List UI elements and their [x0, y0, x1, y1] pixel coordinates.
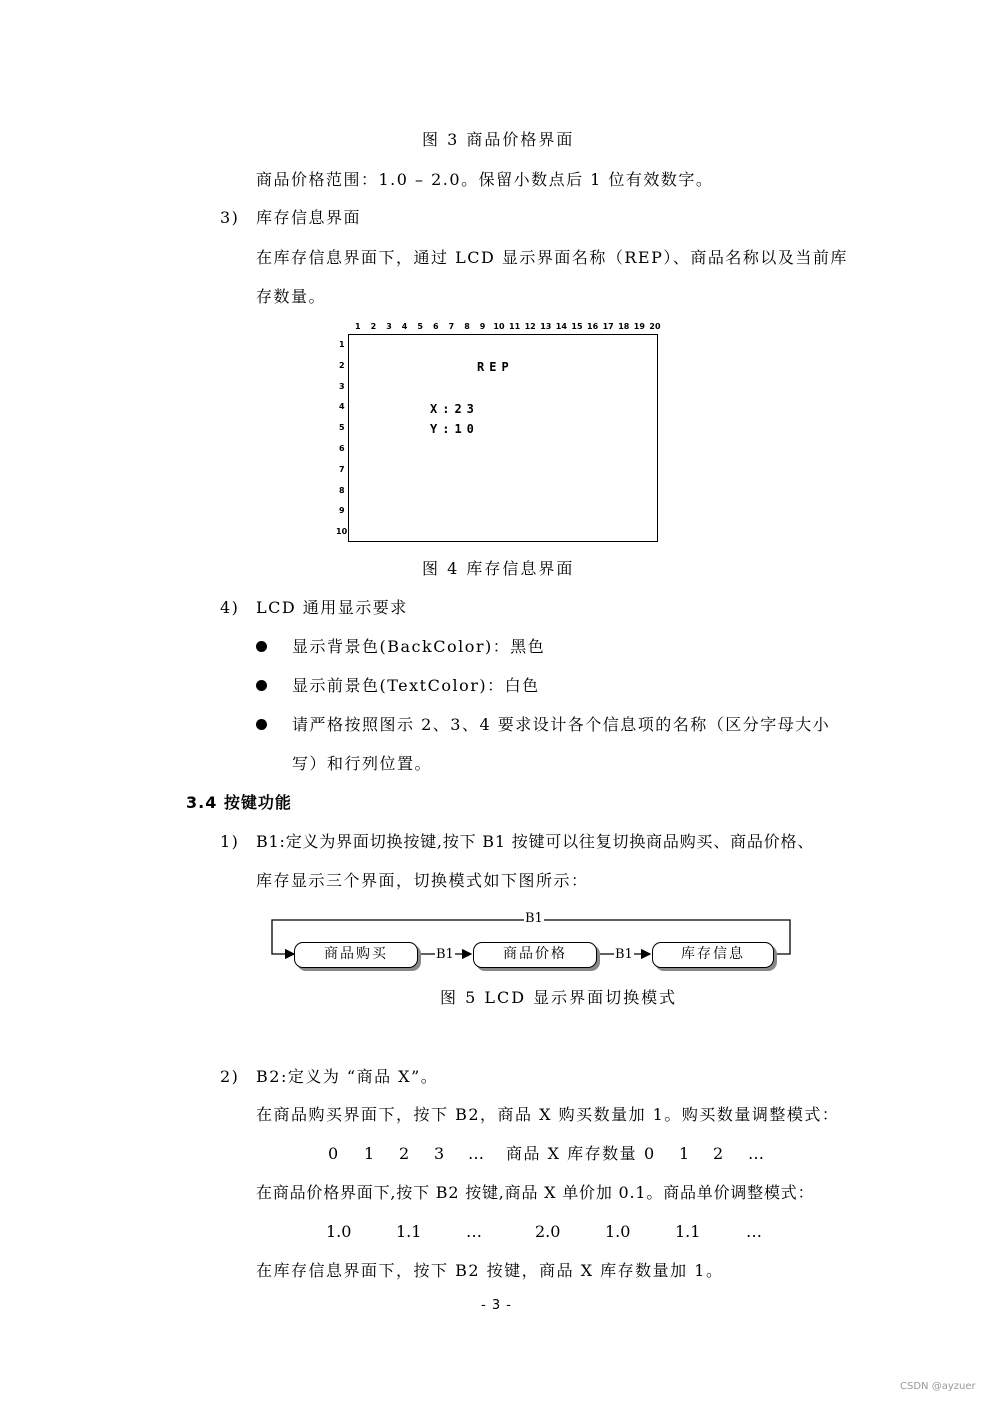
- section-3-title: 库存信息界面: [256, 208, 362, 227]
- figure-4-caption: 图 4 库存信息界面: [422, 559, 575, 578]
- lcd-column-number: 6: [433, 322, 439, 331]
- lcd-row-number: 2: [339, 360, 345, 370]
- lcd-column-number: 7: [448, 322, 455, 331]
- lcd-row-number: 3: [339, 381, 345, 391]
- lcd-line-x: X:23: [430, 402, 479, 416]
- lcd-column-number: 8: [464, 322, 470, 331]
- bullet-layout-line2: 写）和行列位置。: [292, 754, 433, 773]
- sequence-item: 0: [328, 1144, 339, 1163]
- key-2-paragraph-3: 在库存信息界面下，按下 B2 按键，商品 X 库存数量加 1。: [256, 1261, 724, 1280]
- section-3-paragraph-line1: 在库存信息界面下，通过 LCD 显示界面名称（REP）、商品名称以及当前库: [256, 248, 848, 267]
- sequence-item: …: [746, 1222, 762, 1241]
- bullet-layout-line1: 请严格按照图示 2、3、4 要求设计各个信息项的名称（区分字母大小: [292, 715, 831, 734]
- price-range-text: 商品价格范围：1.0 – 2.0。保留小数点后 1 位有效数字。: [256, 170, 714, 189]
- lcd-column-number: 3: [386, 322, 392, 331]
- lcd-column-number: 16: [587, 322, 599, 331]
- edge-label-2: B1: [615, 947, 633, 962]
- lcd-column-number: 20: [649, 322, 661, 331]
- sequence-item: 1.0: [326, 1222, 352, 1241]
- lcd-column-number: 4: [401, 322, 408, 331]
- lcd-column-number: 10: [493, 322, 505, 331]
- sequence-item: 2.0: [535, 1222, 561, 1241]
- section-3-number: 3): [220, 208, 240, 227]
- lcd-column-number: 11: [509, 322, 521, 331]
- lcd-line-y: Y:10: [430, 422, 479, 436]
- sequence-item: …: [468, 1144, 484, 1163]
- lcd-column-number: 9: [479, 322, 486, 331]
- lcd-column-number: 2: [370, 322, 377, 331]
- lcd-column-number: 19: [633, 322, 645, 331]
- sequence-item: 2: [399, 1144, 410, 1163]
- lcd-row-number: 1: [339, 340, 345, 349]
- lcd-column-number: 12: [524, 322, 536, 331]
- flow-node-price: 商品价格: [473, 942, 597, 968]
- key-2-number: 2): [220, 1067, 240, 1086]
- lcd-column-number: 1: [355, 322, 361, 331]
- key-1-line2: 库存显示三个界面，切换模式如下图所示：: [256, 871, 589, 890]
- page-number: - 3 -: [481, 1298, 512, 1313]
- key-2-paragraph-2: 在商品价格界面下,按下 B2 按键,商品 X 单价加 0.1。商品单价调整模式：: [256, 1183, 815, 1202]
- key-2-paragraph-1: 在商品购买界面下，按下 B2，商品 X 购买数量加 1。购买数量调整模式：: [256, 1105, 840, 1124]
- sequence-item: 1.1: [396, 1222, 422, 1241]
- sequence-item: 1.0: [605, 1222, 631, 1241]
- sequence-item: 3: [434, 1144, 445, 1163]
- sequence-item: 商品 X 库存数量: [506, 1144, 638, 1163]
- sequence-item: 1: [679, 1144, 690, 1163]
- lcd-column-number: 18: [618, 322, 630, 331]
- key-2-title: B2:定义为 “商品 X”。: [256, 1067, 439, 1086]
- lcd-column-number: 14: [555, 322, 567, 331]
- flow-node-inventory: 库存信息: [652, 942, 774, 968]
- sequence-item: 0: [644, 1144, 655, 1163]
- section-3-4-heading: 3.4 按键功能: [186, 793, 292, 812]
- lcd-column-number: 5: [417, 322, 423, 331]
- edge-label-1: B1: [436, 947, 454, 962]
- lcd-column-number: 13: [540, 322, 552, 331]
- flow-node-purchase: 商品购买: [294, 942, 418, 968]
- sequence-item: 1.1: [675, 1222, 701, 1241]
- bullet-text-color: 显示前景色(TextColor)：白色: [292, 676, 540, 695]
- lcd-row-number: 9: [339, 506, 345, 516]
- lcd-row-number: 10: [336, 527, 348, 537]
- bullet-background-color: 显示背景色(BackColor)：黑色: [292, 637, 546, 656]
- lcd-row-number: 5: [339, 423, 345, 433]
- figure-3-caption: 图 3 商品价格界面: [422, 130, 575, 149]
- lcd-row-number: 4: [339, 402, 345, 412]
- sequence-item: 1: [364, 1144, 375, 1163]
- sequence-item: 2: [713, 1144, 724, 1163]
- lcd-row-number: 8: [339, 485, 345, 495]
- sequence-item: …: [466, 1222, 482, 1241]
- key-1-line1: B1:定义为界面切换按键,按下 B1 按键可以往复切换商品购买、商品价格、: [256, 832, 815, 851]
- key-1-number: 1): [220, 832, 240, 851]
- section-4-number: 4): [220, 598, 240, 617]
- section-3-paragraph-line2: 存数量。: [256, 287, 327, 306]
- lcd-row-number: 7: [339, 464, 345, 474]
- csdn-watermark: CSDN @ayzuer: [900, 1381, 976, 1392]
- figure-5-caption: 图 5 LCD 显示界面切换模式: [440, 988, 678, 1007]
- lcd-column-number: 15: [571, 322, 583, 331]
- lcd-column-number: 17: [602, 322, 614, 331]
- loop-edge-label: B1: [525, 911, 543, 926]
- lcd-title-rep: REP: [477, 360, 514, 374]
- section-4-title: LCD 通用显示要求: [256, 598, 408, 617]
- sequence-item: …: [748, 1144, 764, 1163]
- lcd-row-number: 6: [339, 444, 345, 453]
